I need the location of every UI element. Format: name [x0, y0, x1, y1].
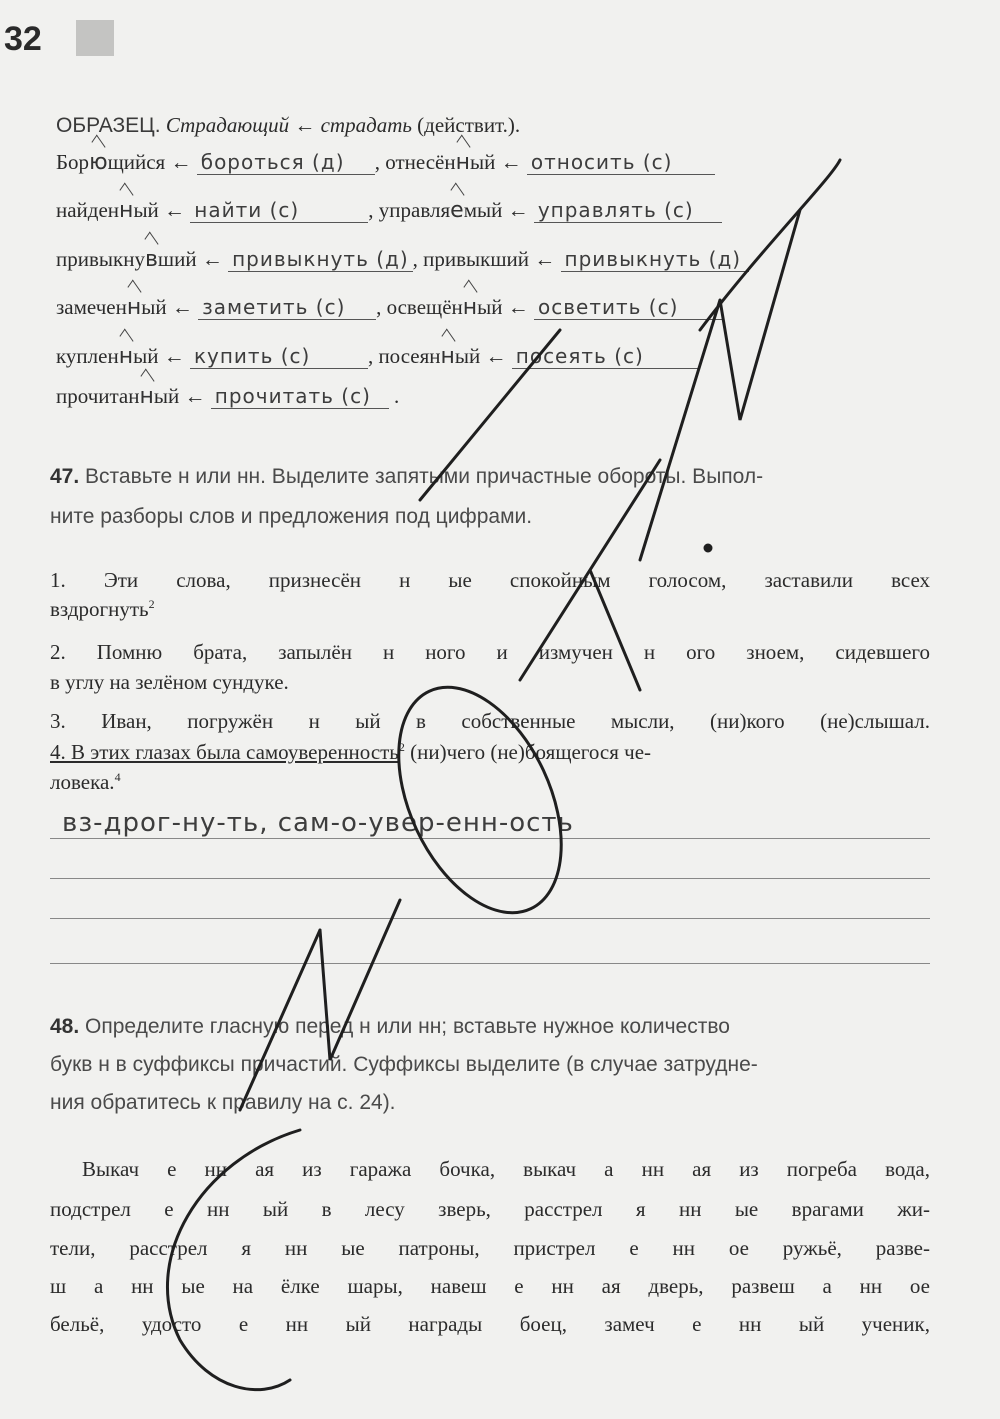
task47-sentence-1a: 1. Эти слова, признесён н ые спокойным голосом, заставили всех — [50, 568, 930, 592]
row-word-b-insert: е — [450, 198, 464, 223]
row-word-b-suffix: ый — [454, 344, 481, 368]
row-word-b-suffix: ый — [470, 150, 496, 174]
task48-paragraph-5: бельё, удосто е нн ый награды боец, замеч е нн ый ученик, — [50, 1312, 930, 1336]
row-answer-a: бороться (д) — [197, 150, 375, 175]
task47-handwritten-parse: вз-дрог-ну-ть, сам-о-увер-енн-ость — [62, 808, 574, 838]
row-word-b-suffix: мый — [463, 198, 503, 222]
row-word-a-insert: н — [118, 344, 134, 369]
row-word-a-prefix: Бор — [56, 150, 90, 174]
task48-paragraph-2: подстрел е нн ый в лесу зверь, расстрел я нн ые врагами жи- — [50, 1197, 930, 1221]
task48-paragraph-1: Выкач е нн ая из гаража бочка, выкач а нн ая из погреба вода, — [82, 1157, 930, 1181]
row-word-b-suffix: ый — [477, 295, 503, 319]
task48-instruction-3: ния обратитесь к правилу на с. 24). — [50, 1091, 396, 1114]
row-word-a-suffix: ый — [141, 295, 167, 319]
word-row: прочитанный ← прочитать (с) . — [56, 384, 400, 409]
row-word-a-insert: в — [144, 247, 158, 272]
row-word-b-prefix: посеян — [378, 344, 441, 368]
row-word-a-insert: ю — [89, 150, 108, 175]
task47-number: 47. — [50, 465, 80, 488]
row-answer-b: относить (с) — [527, 150, 715, 175]
row-word-b-prefix: привыкший — [423, 247, 530, 271]
task48-paragraph-3: тели, расстрел я нн ые патроны, пристрел е нн ое ружьё, разве- — [50, 1236, 930, 1260]
row-word-a-suffix: ый — [133, 198, 159, 222]
task47-s4b-sup: 4 — [114, 770, 121, 784]
row-word-b-insert: н — [455, 150, 470, 175]
row-word-a-suffix: ший — [157, 247, 197, 271]
row-word-b-prefix: освещён — [386, 295, 463, 319]
task48-number: 48. — [50, 1015, 80, 1038]
row-word-a-insert: н — [126, 295, 142, 320]
row-answer-a: заметить (с) — [198, 295, 376, 320]
row-word-a-prefix: куплен — [56, 344, 119, 368]
stamp-letter-o — [366, 662, 594, 939]
word-row: Борющийся ← бороться (д) , отнесённый ← относить (с) — [56, 150, 715, 175]
sample-note: (действит.). — [417, 113, 521, 137]
row-answer-a: прочитать (с) — [211, 384, 389, 409]
task47-s1b-sup: 2 — [148, 597, 155, 611]
word-row: купленный ← купить (с) , посеянный ← посеять (с) — [56, 344, 700, 369]
stamp-letter-i1 — [240, 900, 400, 1110]
task47-s4a-rest: (ни)чего (не)боящегося че- — [410, 740, 652, 764]
row-answer-b: осветить (с) — [534, 295, 722, 320]
row-answer-a: найти (с) — [190, 198, 368, 223]
task47-s4b-text: ловека. — [50, 770, 115, 794]
task47-instruction-2: ните разборы слов и предложения под цифрами. — [50, 505, 533, 528]
stamp-letter-k — [520, 460, 660, 690]
task47-s4a-text: 4. В этих глазах была самоуверенность — [50, 740, 399, 764]
task47-instruction-1: Вставьте н или нн. Выделите запятыми причастные обороты. Выпол- — [85, 465, 764, 488]
sample-word: Страдающий — [165, 113, 290, 137]
row-answer-b: привыкнуть (д) — [561, 247, 749, 272]
row-word-b-prefix: отнесён — [385, 150, 456, 174]
sample-arrow: ← — [294, 113, 316, 137]
sample-label: ОБРАЗЕЦ. — [56, 114, 161, 137]
row-word-a-prefix: привыкну — [56, 247, 145, 271]
word-row: найденный ← найти (с) , управляемый ← управлять (с) — [56, 198, 722, 223]
row-answer-b: управлять (с) — [534, 198, 722, 223]
row-word-a-insert: н — [119, 198, 134, 223]
row-word-a-prefix: замечен — [56, 295, 127, 319]
task48-paragraph-4: ш а нн ые на ёлке шары, навеш е нн ая дверь, развеш а нн ое — [50, 1274, 930, 1298]
stamp-letter-i2 — [640, 210, 800, 560]
task48-instruction-1: Определите гласную перед н или нн; вставьте нужное количество — [85, 1015, 730, 1038]
task47-s1b-text: вздрогнуть — [50, 597, 149, 621]
row-word-a-insert: н — [139, 384, 154, 409]
row-word-b-insert: н — [462, 295, 478, 320]
row-answer-a: купить (с) — [190, 344, 368, 369]
row-word-a-prefix: прочитан — [56, 384, 140, 408]
task47-s4a-sup: 2 — [398, 740, 405, 754]
row-word-a-prefix: найден — [56, 198, 120, 222]
task47-sentence-2a: 2. Помню брата, запылён н ного и измучен н ого зноем, сидевшего — [50, 640, 930, 664]
sample-verb: страдать — [320, 113, 412, 137]
row-word-a-suffix: щийся — [107, 150, 166, 174]
row-answer-b: посеять (с) — [512, 344, 700, 369]
row-word-a-suffix: ый — [133, 344, 159, 368]
task47-sentence-2b: в углу на зелёном сундуке. — [50, 670, 289, 694]
row-word-a-suffix: ый — [153, 384, 180, 408]
task47-sentence-3: 3. Иван, погружён н ый в собственные мысли, (ни)кого (не)слышал. — [50, 709, 930, 733]
word-row: замеченный ← заметить (с) , освещённый ← осветить (с) — [56, 295, 722, 320]
row-word-b-insert: н — [440, 344, 455, 369]
stamp-letter-c — [167, 1130, 300, 1390]
row-answer-a: привыкнуть (д) — [228, 247, 413, 272]
row-word-b-prefix: управля — [378, 198, 451, 222]
word-row: привыкнувший ← привыкнуть (д) , привыкший ← привыкнуть (д) — [56, 247, 749, 272]
task48-instruction-2: букв н в суффиксы причастий. Суффиксы выделите (в случае затрудне- — [50, 1053, 758, 1076]
page-number: 32 — [4, 20, 42, 58]
